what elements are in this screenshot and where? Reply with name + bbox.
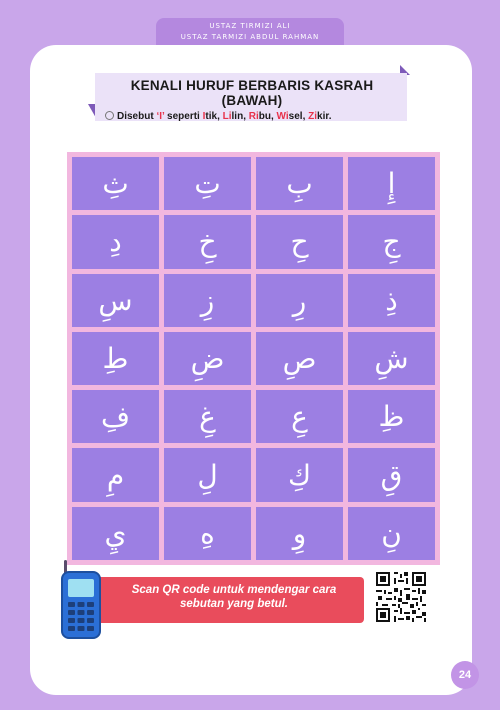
subtitle-prefix: Disebut (117, 111, 157, 122)
title-banner (95, 73, 407, 121)
letter-cell[interactable]: ثِ (72, 157, 159, 210)
letter-cell[interactable]: نِ (348, 507, 435, 560)
letter-cell[interactable]: تِ (164, 157, 251, 210)
author-line-2: USTAZ TARMIZI ABDUL RAHMAN (180, 33, 320, 41)
example-word-2: Lilin, (222, 111, 249, 122)
letter-cell[interactable]: غِ (164, 390, 251, 443)
letter-cell[interactable]: عِ (256, 390, 343, 443)
letter-cell[interactable]: ضِ (164, 332, 251, 385)
letter-cell[interactable]: ذِ (348, 274, 435, 327)
author-line-1: USTAZ TIRMIZI ALI (209, 22, 291, 30)
letter-cell[interactable]: وِ (256, 507, 343, 560)
letter-cell[interactable]: فِ (72, 390, 159, 443)
letter-cell[interactable]: لِ (164, 448, 251, 501)
letter-cell[interactable]: شِ (348, 332, 435, 385)
page-number: 24 (451, 661, 479, 689)
letter-grid (67, 152, 440, 565)
subtitle (105, 111, 399, 122)
letter-cell[interactable]: مِ (72, 448, 159, 501)
letter-cell[interactable]: بِ (256, 157, 343, 210)
example-word-5: Zikir. (308, 111, 332, 122)
lightbulb-icon (105, 111, 114, 120)
letter-cell[interactable]: خِ (164, 215, 251, 268)
qr-instruction-banner (94, 577, 364, 623)
letter-cell[interactable]: ظِ (348, 390, 435, 443)
letter-cell[interactable]: جِ (348, 215, 435, 268)
example-word-1: Itik, (202, 111, 223, 122)
qr-code-icon[interactable] (374, 570, 428, 624)
letter-cell[interactable]: هِ (164, 507, 251, 560)
example-word-3: Ribu, (248, 111, 277, 122)
page-title: KENALI HURUF BERBARIS KASRAH (BAWAH) (130, 78, 374, 108)
letter-cell[interactable]: إِ (348, 157, 435, 210)
letter-cell[interactable]: صِ (256, 332, 343, 385)
letter-cell[interactable]: يِ (72, 507, 159, 560)
qr-instruction-line-2: sebutan yang betul. (180, 598, 288, 610)
subtitle-sound: ‘I’ (156, 111, 165, 122)
letter-cell[interactable]: قِ (348, 448, 435, 501)
letter-cell[interactable]: دِ (72, 215, 159, 268)
letter-cell[interactable]: سِ (72, 274, 159, 327)
subtitle-middle: seperti (164, 111, 203, 122)
letter-cell[interactable]: حِ (256, 215, 343, 268)
letter-cell[interactable]: رِ (256, 274, 343, 327)
phone-icon (60, 558, 106, 640)
example-word-4: Wisel, (276, 111, 309, 122)
letter-cell[interactable]: زِ (164, 274, 251, 327)
letter-cell[interactable]: كِ (256, 448, 343, 501)
letter-cell[interactable]: طِ (72, 332, 159, 385)
qr-instruction-line-1: Scan QR code untuk mendengar cara (131, 584, 337, 596)
